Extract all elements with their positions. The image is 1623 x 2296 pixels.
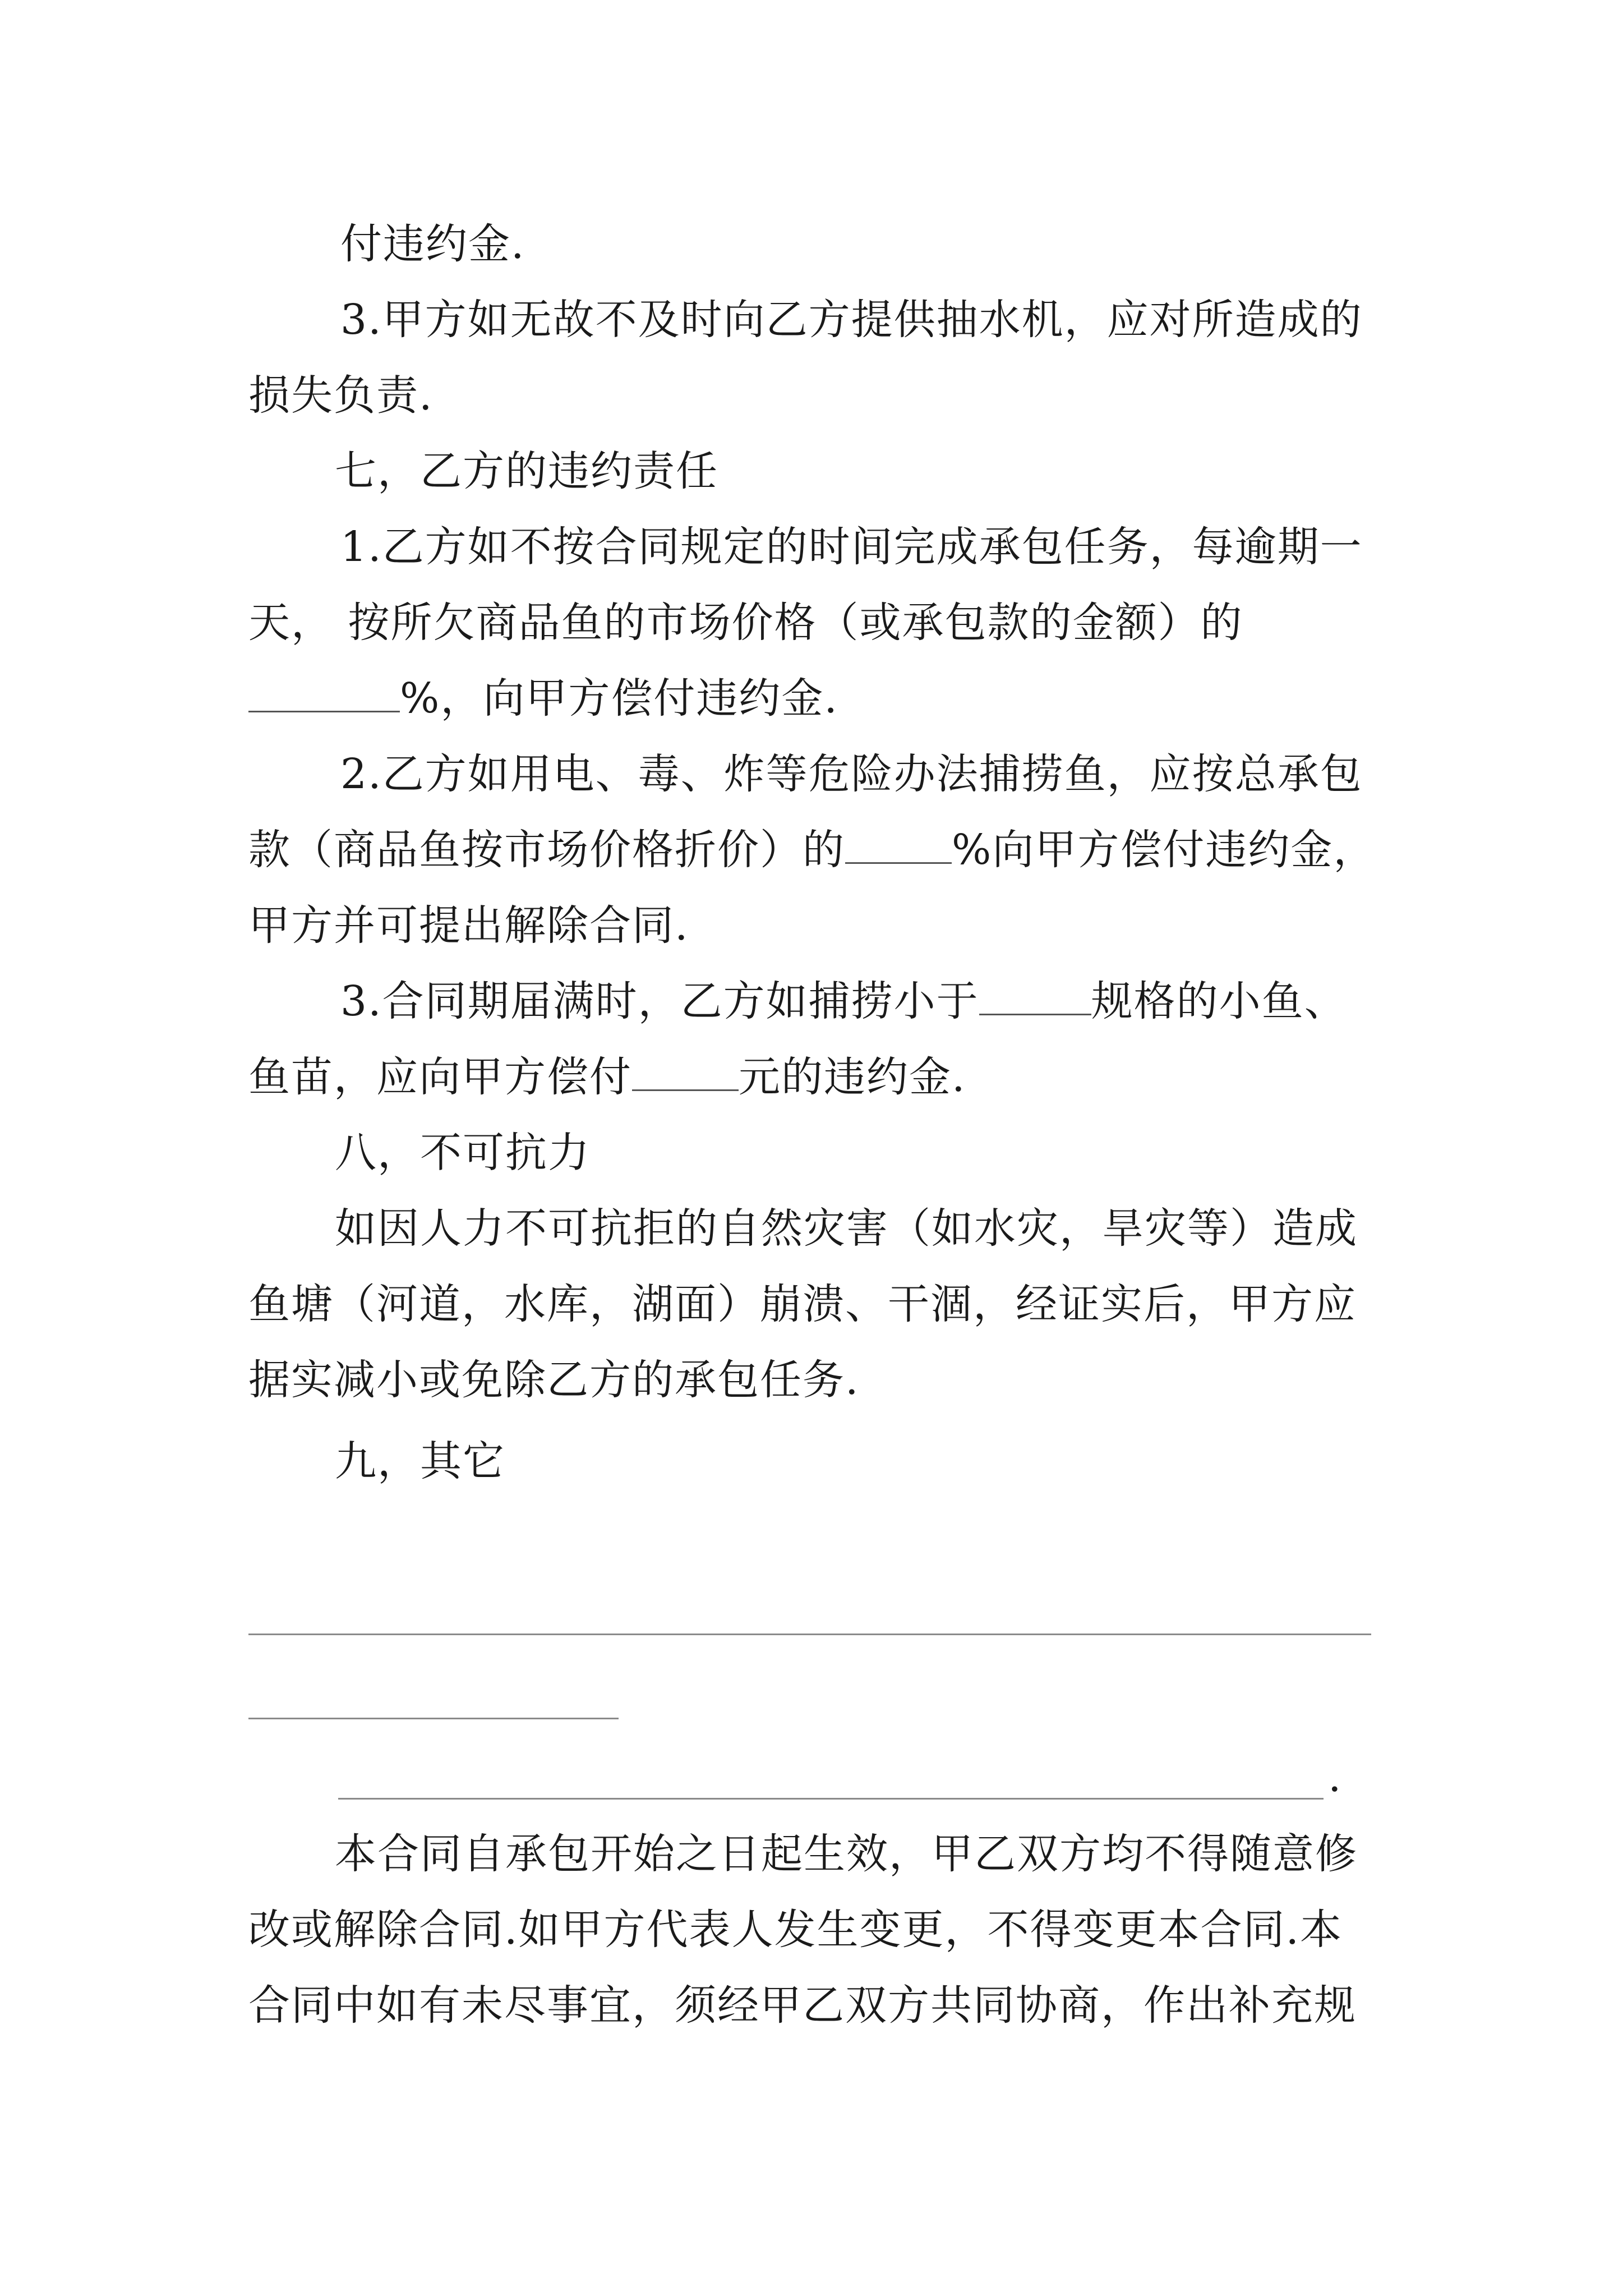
paragraph-line: 1.乙方如不按合同规定的时间完成承包任务，每逾期一 (340, 523, 1363, 571)
fill-blank-line[interactable] (248, 1634, 1371, 1635)
paragraph-line: 据实减小或免除乙方的承包任务. (248, 1356, 860, 1404)
paragraph-text: . (1328, 1753, 1341, 1801)
section-heading: 七，乙方的违约责任 (335, 447, 718, 495)
paragraph-text: 规格的小鱼、 (1091, 977, 1347, 1025)
paragraph-line: 2.乙方如用电、毒、炸等危险办法捕捞鱼，应按总承包 (340, 750, 1363, 798)
paragraph-text: 3.合同期届满时，乙方如捕捞小于 (340, 977, 979, 1025)
paragraph-line (248, 670, 838, 726)
paragraph-line (340, 973, 1347, 1029)
paragraph-line: 付违约金. (340, 220, 525, 268)
fill-blank[interactable] (632, 1055, 739, 1091)
paragraph-text: 鱼苗，应向甲方偿付 (248, 1053, 632, 1101)
fill-blank[interactable] (845, 827, 952, 864)
paragraph-line: 3.甲方如无故不及时向乙方提供抽水机，应对所造成的 (340, 296, 1363, 344)
fill-blank[interactable] (248, 676, 400, 712)
fill-blank-line[interactable] (248, 1718, 619, 1719)
paragraph-text: %，向甲方偿付违约金. (400, 674, 838, 723)
paragraph-text: 元的违约金. (739, 1053, 966, 1101)
paragraph-line: 如因人力不可抗拒的自然灾害（如水灾，旱灾等）造成 (335, 1204, 1358, 1253)
paragraph-line: 损失负责. (248, 371, 434, 420)
paragraph-line: 天， 按所欠商品鱼的市场价格（或承包款的金额）的 (248, 599, 1243, 647)
paragraph-line (248, 822, 1376, 878)
paragraph-line (248, 1049, 966, 1105)
fill-blank-line[interactable] (338, 1798, 1324, 1800)
section-heading: 九，其它 (335, 1437, 505, 1485)
paragraph-line: 鱼塘（河道，水库，湖面）崩溃、干涸，经证实后，甲方应 (248, 1280, 1357, 1328)
fill-blank[interactable] (979, 979, 1091, 1015)
paragraph-line: 本合同自承包开始之日起生效，甲乙双方均不得随意修 (335, 1830, 1358, 1878)
paragraph-line: 改或解除合同.如甲方代表人发生变更，不得变更本合同.本 (248, 1906, 1343, 1954)
paragraph-text: 款（商品鱼按市场价格折价）的 (248, 826, 845, 874)
paragraph-text: %向甲方偿付违约金， (952, 826, 1376, 874)
section-heading: 八，不可抗力 (335, 1129, 591, 1177)
paragraph-line: 合同中如有未尽事宜，须经甲乙双方共同协商，作出补充规 (248, 1981, 1357, 2030)
paragraph-line: 甲方并可提出解除合同. (248, 901, 689, 950)
